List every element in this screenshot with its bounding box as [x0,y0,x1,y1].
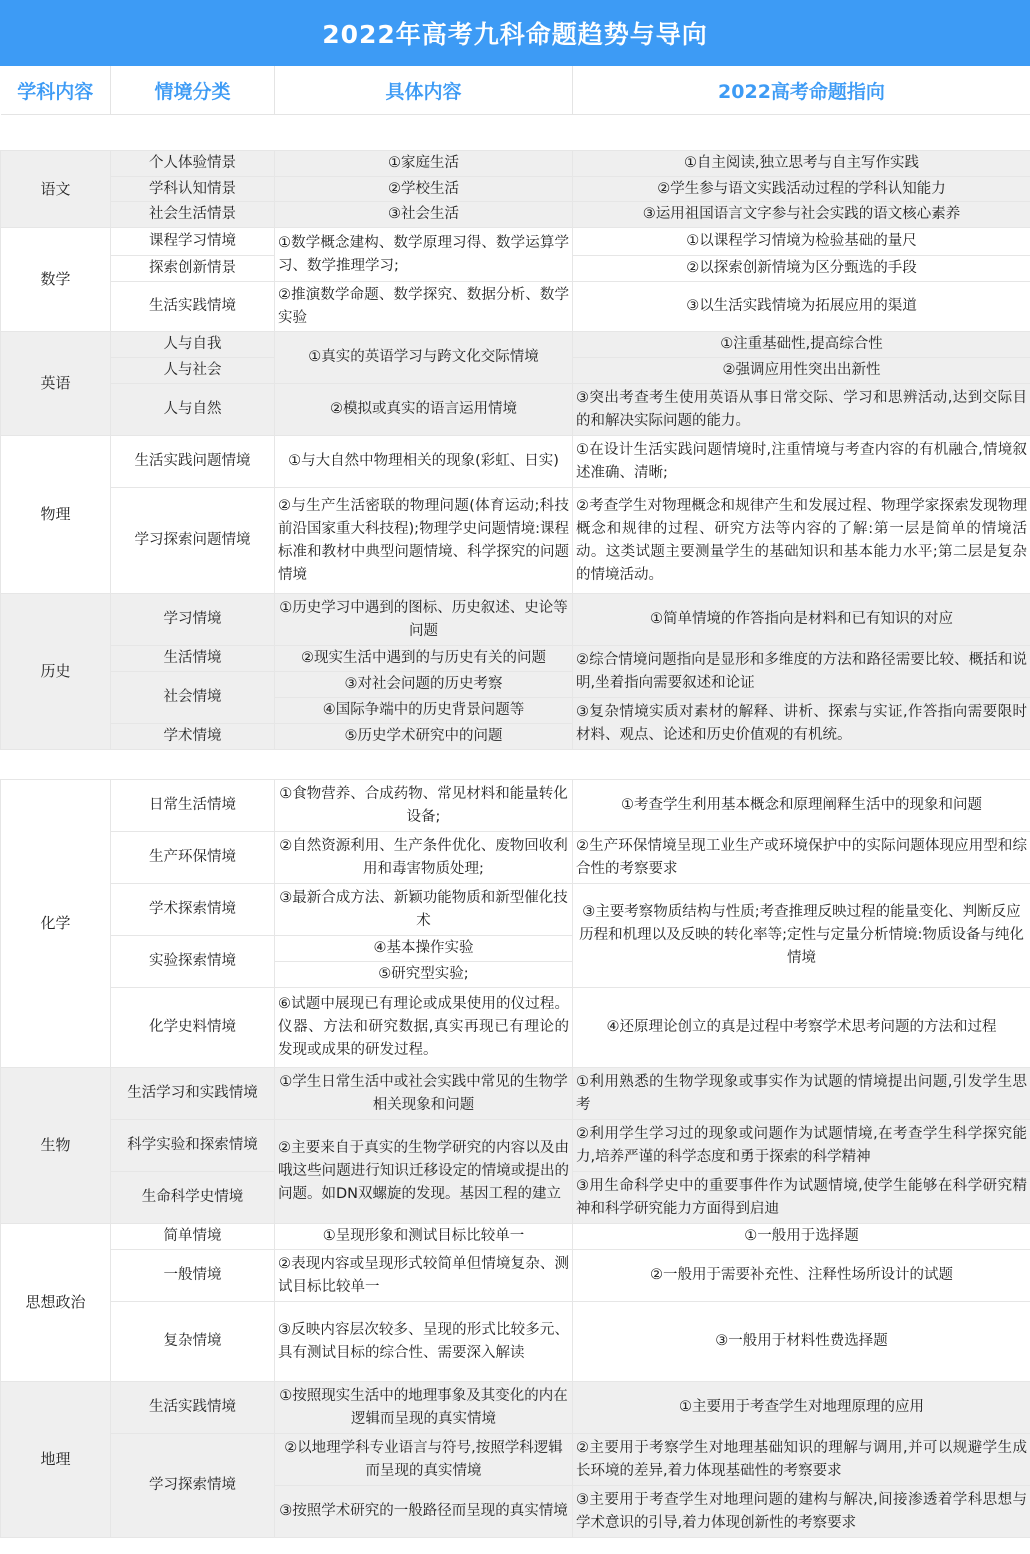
table-row [1,832,1030,884]
table-row [1,594,1030,646]
category-cell: 人与自然 [111,384,275,436]
direction-cell: ③一般用于材料性费选择题 [573,1302,1030,1382]
header-category: 情境分类 [111,66,275,115]
content-cell: ④基本操作实验 [275,936,573,962]
category-cell: 人与社会 [111,358,275,384]
direction-cell: ②生产环保情境呈现工业生产或环境保护中的实际问题体现应用型和综合性的考察要求 [573,832,1030,884]
direction-cell: ②一般用于需要补充性、注释性场所设计的试题 [573,1250,1030,1302]
page-title: 2022年高考九科命题趋势与导向 [0,0,1030,66]
content-cell: ②以地理学科专业语言与符号,按照学科逻辑而呈现的真实情境 [275,1434,573,1486]
content-cell: ①按照现实生活中的地理事象及其变化的内在逻辑而呈现的真实情境 [275,1382,573,1434]
content-cell: ①数学概念建构、数学原理习得、数学运算学习、数学推理学习; [275,228,573,282]
table-row [1,177,1030,202]
table-row [1,1434,1030,1486]
direction-cell: ④还原理论创立的真是过程中考察学术思考问题的方法和过程 [573,988,1030,1068]
content-cell: ①食物营养、合成药物、常见材料和能量转化设备; [275,780,573,832]
subject-lishi: 历史 [1,594,111,750]
table-row [1,884,1030,936]
content-cell: ⑤历史学术研究中的问题 [275,724,573,750]
direction-cell: ②利用学生学习过的现象或问题作为试题情境,在考查学生科学探究能力,培养严谨的科学态度和勇于探索的科学精神 [573,1120,1030,1172]
table-row [1,1302,1030,1382]
direction-cell: ②主要用于考察学生对地理基础知识的理解与调用,并可以规避学生成长环境的差异,着力体现基础性的考察要求 [573,1434,1030,1486]
header-content: 具体内容 [275,66,573,115]
direction-cell: ③复杂情境实质对素材的解释、讲析、探索与实证,作答指向需要限时材料、观点、论述和历史价值观的有机统。 [573,698,1030,750]
content-cell: ②模拟或真实的语言运用情境 [275,384,573,436]
exam-trend-table [0,66,1030,1538]
table-row [1,228,1030,256]
category-cell: 课程学习情境 [111,228,275,256]
subject-zhengzhi: 思想政治 [1,1224,111,1382]
content-cell: ③社会生活 [275,202,573,228]
table-row [1,1382,1030,1434]
table-row [1,780,1030,832]
category-cell: 学科认知情景 [111,177,275,202]
spacer-row [1,115,1030,147]
category-cell: 生活实践情境 [111,282,275,332]
direction-cell: ①主要用于考查学生对地理原理的应用 [573,1382,1030,1434]
table-row [1,988,1030,1068]
header-direction: 2022高考命题指向 [573,66,1030,115]
subject-dili: 地理 [1,1382,111,1538]
header-row [1,66,1030,115]
category-cell: 学习探索问题情境 [111,488,275,594]
category-cell: 实验探索情境 [111,936,275,988]
table-row [1,202,1030,228]
direction-cell: ①简单情境的作答指向是材料和已有知识的对应 [573,594,1030,646]
category-cell: 生活实践情境 [111,1382,275,1434]
content-cell: ②自然资源利用、生产条件优化、废物回收利用和毒害物质处理; [275,832,573,884]
direction-cell: ②考查学生对物理概念和规律产生和发展过程、物理学家探索发现物理概念和规律的过程、研究方法等内容的了解:第一层是简单的情境活动。这类试题主要测量学生的基础知识和基本能力水平;第二层是复杂的情境活动。 [573,488,1030,594]
subject-wuli: 物理 [1,436,111,594]
direction-cell: ①在设计生活实践问题情境时,注重情境与考查内容的有机融合,情境叙述准确、清晰; [573,436,1030,488]
category-cell: 人与自我 [111,332,275,358]
content-cell: ③反映内容层次较多、呈现的形式比较多元、具有测试目标的综合性、需要深入解读 [275,1302,573,1382]
content-cell: ②表现内容或呈现形式较简单但情境复杂、测试目标比较单一 [275,1250,573,1302]
table-row [1,646,1030,672]
direction-cell: ③主要考察物质结构与性质;考查推理反映过程的能量变化、判断反应历程和机理以及反映的转化率等;定性与定量分析情境:物质设备与纯化情境 [573,884,1030,988]
category-cell: 学术情境 [111,724,275,750]
table-row [1,488,1030,594]
category-cell: 生命科学史情境 [111,1172,275,1224]
category-cell: 学术探索情境 [111,884,275,936]
subject-huaxue: 化学 [1,780,111,1068]
content-cell: ②主要来自于真实的生物学研究的内容以及由哦这些问题进行知识迁移设定的情境或提出的问题。如DN双螺旋的发现。基因工程的建立 [275,1120,573,1224]
category-cell: 生产环保情境 [111,832,275,884]
category-cell: 科学实验和探索情境 [111,1120,275,1172]
content-cell: ②与生产生活密联的物理问题(体育运动;科技前沿国家重大科技程);物理学史问题情境:课程标准和教材中典型问题情境、科学探究的问题情境 [275,488,573,594]
category-cell: 日常生活情境 [111,780,275,832]
content-cell: ②推演数学命题、数学探究、数据分析、数学实验 [275,282,573,332]
content-cell: ⑥试题中展现已有理论或成果使用的仪过程。仪器、方法和研究数据,真实再现已有理论的发现或成果的研发过程。 [275,988,573,1068]
direction-cell: ②学生参与语文实践活动过程的学科认知能力 [573,177,1030,202]
content-cell: ③对社会问题的历史考察 [275,672,573,698]
content-cell: ②现实生活中遇到的与历史有关的问题 [275,646,573,672]
category-cell: 探索创新情景 [111,256,275,282]
category-cell: 生活实践问题情境 [111,436,275,488]
content-cell: ①与大自然中物理相关的现象(彩虹、日实) [275,436,573,488]
direction-cell: ①以课程学习情境为检验基础的量尺 [573,228,1030,256]
table-row [1,1250,1030,1302]
content-cell: ②学校生活 [275,177,573,202]
category-cell: 社会情境 [111,672,275,724]
table-row [1,436,1030,488]
category-cell: 化学史料情境 [111,988,275,1068]
direction-cell: ①自主阅读,独立思考与自主写作实践 [573,151,1030,177]
content-cell: ①家庭生活 [275,151,573,177]
direction-cell: ①利用熟悉的生物学现象或事实作为试题的情境提出问题,引发学生思考 [573,1068,1030,1120]
direction-cell: ②综合情境问题指向是显形和多维度的方法和路径需要比较、概括和说明,坐着指向需要叙述和论证 [573,646,1030,698]
category-cell: 生活情境 [111,646,275,672]
direction-cell: ③运用祖国语言文字参与社会实践的语文核心素养 [573,202,1030,228]
direction-cell: ③用生命科学史中的重要事件作为试题情境,使学生能够在科学研究精神和科学研究能力方面得到启迪 [573,1172,1030,1224]
direction-cell: ②强调应用性突出出新性 [573,358,1030,384]
direction-cell: ①注重基础性,提高综合性 [573,332,1030,358]
content-cell: ①学生日常生活中或社会实践中常见的生物学相关现象和问题 [275,1068,573,1120]
content-cell: ①历史学习中遇到的图标、历史叙述、史论等问题 [275,594,573,646]
subject-shengwu: 生物 [1,1068,111,1224]
category-cell: 社会生活情景 [111,202,275,228]
subject-shuxue: 数学 [1,228,111,332]
category-cell: 个人体验情景 [111,151,275,177]
content-cell: ①真实的英语学习与跨文化交际情境 [275,332,573,384]
table-row [1,384,1030,436]
content-cell: ①呈现形象和测试目标比较单一 [275,1224,573,1250]
category-cell: 简单情境 [111,1224,275,1250]
spacer-row [1,750,1030,780]
direction-cell: ③以生活实践情境为拓展应用的渠道 [573,282,1030,332]
table-row [1,1224,1030,1250]
subject-yuwen: 语文 [1,151,111,228]
category-cell: 学习探索情境 [111,1434,275,1538]
content-cell: ③按照学术研究的一般路径而呈现的真实情境 [275,1486,573,1538]
category-cell: 生活学习和实践情境 [111,1068,275,1120]
table-row [1,151,1030,177]
direction-cell: ①考查学生利用基本概念和原理阐释生活中的现象和问题 [573,780,1030,832]
category-cell: 一般情境 [111,1250,275,1302]
content-cell: ⑤研究型实验; [275,962,573,988]
content-cell: ③最新合成方法、新颖功能物质和新型催化技术 [275,884,573,936]
direction-cell: ③主要用于考查学生对地理问题的建构与解决,间接渗透着学科思想与学术意识的引导,着力体现创新性的考察要求 [573,1486,1030,1538]
table-row [1,282,1030,332]
direction-cell: ①一般用于选择题 [573,1224,1030,1250]
direction-cell: ③突出考查考生使用英语从事日常交际、学习和思辨活动,达到交际目的和解决实际问题的能力。 [573,384,1030,436]
content-cell: ④国际争端中的历史背景问题等 [275,698,573,724]
table-row [1,1068,1030,1120]
category-cell: 复杂情境 [111,1302,275,1382]
header-subject: 学科内容 [1,66,111,115]
direction-cell: ②以探索创新情境为区分甄选的手段 [573,256,1030,282]
subject-yingyu: 英语 [1,332,111,436]
category-cell: 学习情境 [111,594,275,646]
table-row [1,332,1030,358]
table-row [1,1120,1030,1172]
